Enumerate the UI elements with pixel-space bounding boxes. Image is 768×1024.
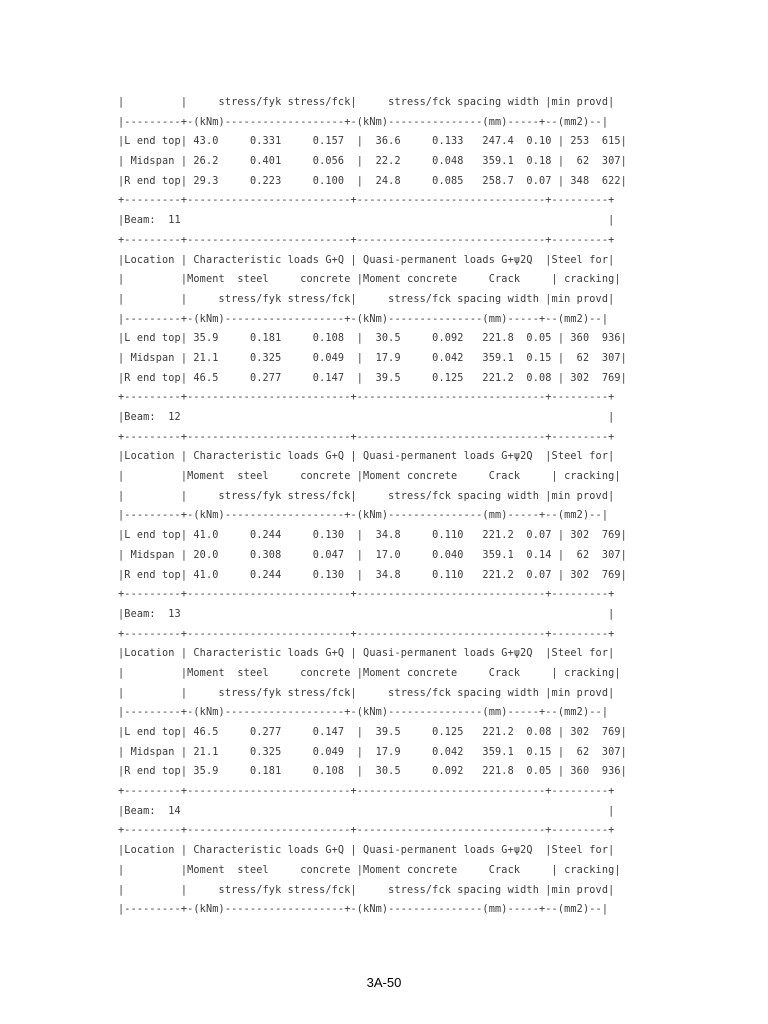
report-line: | |Moment steel concrete |Moment concrete Crack | cracking| [118,864,621,876]
report-line: |Beam: 13 | [118,608,615,620]
report-line: | |Moment steel concrete |Moment concrete Crack | cracking| [118,274,621,286]
report-line: |R end top| 35.9 0.181 0.108 | 30.5 0.092 221.8 0.05 | 360 936| [118,766,627,778]
report-line: |Beam: 11 | [118,215,615,227]
report-line: +---------+--------------------------+------------------------------+---------+ [118,431,615,443]
report-line: |R end top| 29.3 0.223 0.100 | 24.8 0.085 258.7 0.07 | 348 622| [118,175,627,187]
report-line: |Location | Characteristic loads G+Q | Quasi-permanent loads G+ψ2Q |Steel for| [118,254,615,266]
report-line: |Beam: 12 | [118,412,615,423]
report-line: | Midspan | 26.2 0.401 0.056 | 22.2 0.048 359.1 0.18 | 62 307| [118,156,627,168]
report-line: |L end top| 43.0 0.331 0.157 | 36.6 0.133 247.4 0.10 | 253 615| [118,136,627,148]
report-line: |---------+-(kNm)-------------------+-(kNm)---------------(mm)-----+--(mm2)--| [118,510,609,522]
report-line: |R end top| 46.5 0.277 0.147 | 39.5 0.125 221.2 0.08 | 302 769| [118,372,627,384]
report-line: | Midspan | 20.0 0.308 0.047 | 17.0 0.040 359.1 0.14 | 62 307| [118,549,627,561]
report-line: |Location | Characteristic loads G+Q | Quasi-permanent loads G+ψ2Q |Steel for| [118,845,615,857]
beam-crack-check-report [118,93,627,920]
report-line: |L end top| 46.5 0.277 0.147 | 39.5 0.125 221.2 0.08 | 302 769| [118,727,627,738]
report-line: |---------+-(kNm)-------------------+-(kNm)---------------(mm)-----+--(mm2)--| [118,313,609,325]
report-line: | | stress/fyk stress/fck| stress/fck spacing width |min provd| [118,687,615,699]
report-line: +---------+--------------------------+------------------------------+---------+ [118,589,615,601]
report-line: | | stress/fyk stress/fck| stress/fck spacing width |min provd| [118,884,615,896]
report-line: |---------+-(kNm)-------------------+-(kNm)---------------(mm)-----+--(mm2)--| [118,707,609,719]
report-line: |---------+-(kNm)-------------------+-(kNm)---------------(mm)-----+--(mm2)--| [118,904,609,916]
report-line: | Midspan | 21.1 0.325 0.049 | 17.9 0.042 359.1 0.15 | 62 307| [118,352,627,364]
report-line: | | stress/fyk stress/fck| stress/fck spacing width |min provd| [118,97,615,108]
report-line: | Midspan | 21.1 0.325 0.049 | 17.9 0.042 359.1 0.15 | 62 307| [118,746,627,758]
report-line: +---------+--------------------------+------------------------------+---------+ [118,786,615,798]
report-line: |L end top| 35.9 0.181 0.108 | 30.5 0.092 221.8 0.05 | 360 936| [118,333,627,345]
report-line: +---------+--------------------------+------------------------------+---------+ [118,195,615,207]
page-number: 3A-50 [366,975,402,990]
report-line: | | stress/fyk stress/fck| stress/fck spacing width |min provd| [118,490,615,502]
report-line: +---------+--------------------------+------------------------------+---------+ [118,628,615,640]
report-line: | |Moment steel concrete |Moment concrete Crack | cracking| [118,471,621,483]
report-line: |Location | Characteristic loads G+Q | Quasi-permanent loads G+ψ2Q |Steel for| [118,451,615,463]
report-line: |Beam: 14 | [118,805,615,817]
report-line: +---------+--------------------------+------------------------------+---------+ [118,392,615,404]
report-line: +---------+--------------------------+------------------------------+---------+ [118,234,615,246]
report-line: |---------+-(kNm)-------------------+-(kNm)---------------(mm)-----+--(mm2)--| [118,116,609,128]
report-line: |R end top| 41.0 0.244 0.130 | 34.8 0.110 221.2 0.07 | 302 769| [118,569,627,581]
report-line: +---------+--------------------------+------------------------------+---------+ [118,825,615,837]
report-line: |Location | Characteristic loads G+Q | Quasi-permanent loads G+ψ2Q |Steel for| [118,648,615,660]
report-line: | |Moment steel concrete |Moment concrete Crack | cracking| [118,667,621,679]
report-line: |L end top| 41.0 0.244 0.130 | 34.8 0.110 221.2 0.07 | 302 769| [118,530,627,542]
report-line: | | stress/fyk stress/fck| stress/fck spacing width |min provd| [118,293,615,305]
